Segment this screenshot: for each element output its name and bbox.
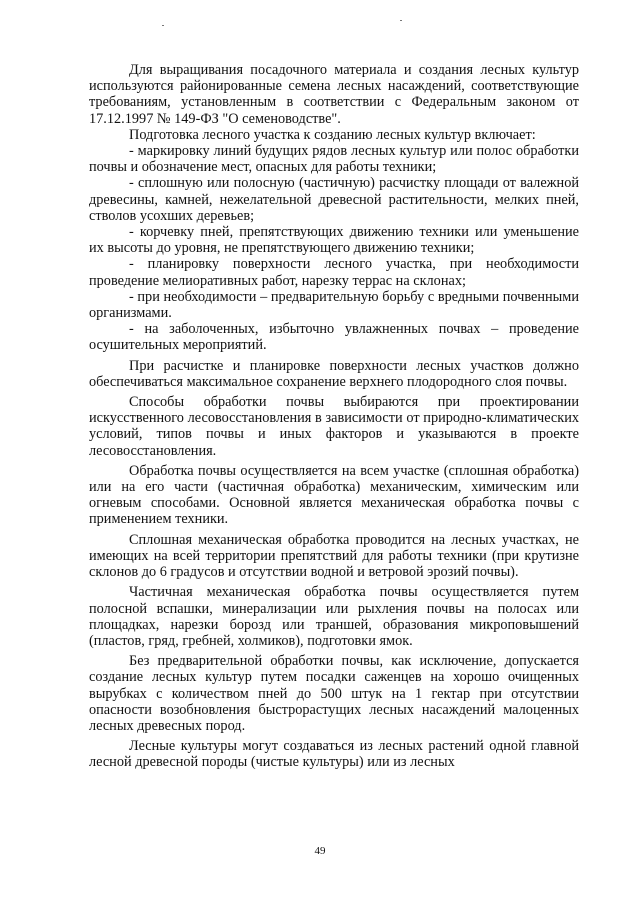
document-body [89, 62, 579, 771]
list-item-stump-removal: - корчевку пней, препятствующих движению техники или уменьшение их высоты до уровня, не препятствующего движению техники; [89, 224, 579, 257]
scan-artifact [400, 20, 402, 21]
paragraph-soil-methods: Способы обработки почвы выбираются при проектировании искусственного лесовосстановления в зависимости от природно-климатических условий, типов почвы и иных факторов и указываются в проекте лесовосстановления. [89, 394, 579, 459]
page-number: 49 [314, 845, 326, 857]
list-item-pest-control: - при необходимости – предварительную борьбу с вредными почвенными организмами. [89, 288, 579, 322]
paragraph-topsoil: При расчистке и планировке поверхности лесных участков должно обеспечиваться максимальное сохранение верхнего плодородного слоя почвы. [89, 357, 579, 390]
paragraph-full-processing: Сплошная механическая обработка проводится на лесных участках, не имеющих на всей территории препятствий для работы техники (при крутизне склонов до 6 градусов и отсутствии водной и ветровой эрозий почвы). [89, 531, 579, 581]
paragraph-soil-processing: Обработка почвы осуществляется на всем участке (сплошная обработка) или на его части (частичная обработка) механическим, химическим или огневым способами. Основной является механическая обработка почвы с применением техники. [89, 462, 579, 528]
list-item-clearing: - сплошную или полосную (частичную) расчистку площади от валежной древесины, камней, нежелательной древесной растительности, мелких пней, стволов усохших деревьев; [89, 175, 579, 224]
list-item-marking: - маркировку линий будущих рядов лесных культур или полос обработки почвы и обозначение мест, опасных для работы техники; [89, 143, 579, 176]
paragraph-seeds: Для выращивания посадочного материала и создания лесных культур используются районированные семена лесных насаждений, соответствующие требованиям, установленным в соответствии с Федеральным законом от 17.12.1997 № 149-ФЗ "О семеноводстве". [89, 62, 579, 127]
paragraph-partial-processing: Частичная механическая обработка почвы осуществляется путем полосной вспашки, минерализации или рыхления почвы на полосах или площадках, нарезки борозд или траншей, образования микроповышений (пластов, гряд, гребней, холмиков), подготовки ямок. [89, 584, 579, 649]
paragraph-preparation-intro: Подготовка лесного участка к созданию лесных культур включает: [129, 126, 536, 143]
list-item-planning: - планировку поверхности лесного участка, при необходимости проведение мелиоративных работ, нарезку террас на склонах; [89, 256, 579, 289]
paragraph-no-processing: Без предварительной обработки почвы, как исключение, допускается создание лесных культур путем посадки саженцев на хорошо очищенных вырубках с количеством пней до 500 штук на 1 гектар при отсутствии опасности возобновления быстрорастущих лесных насаждений малоценных лесных древесных пород. [89, 653, 579, 734]
paragraph-forest-cultures: Лесные культуры могут создаваться из лесных растений одной главной лесной древесной породы (чистые культуры) или из лесных [89, 738, 579, 771]
scan-artifact [162, 25, 164, 26]
list-item-drainage: - на заболоченных, избыточно увлажненных почвах – проведение осушительных мероприятий. [89, 321, 579, 354]
